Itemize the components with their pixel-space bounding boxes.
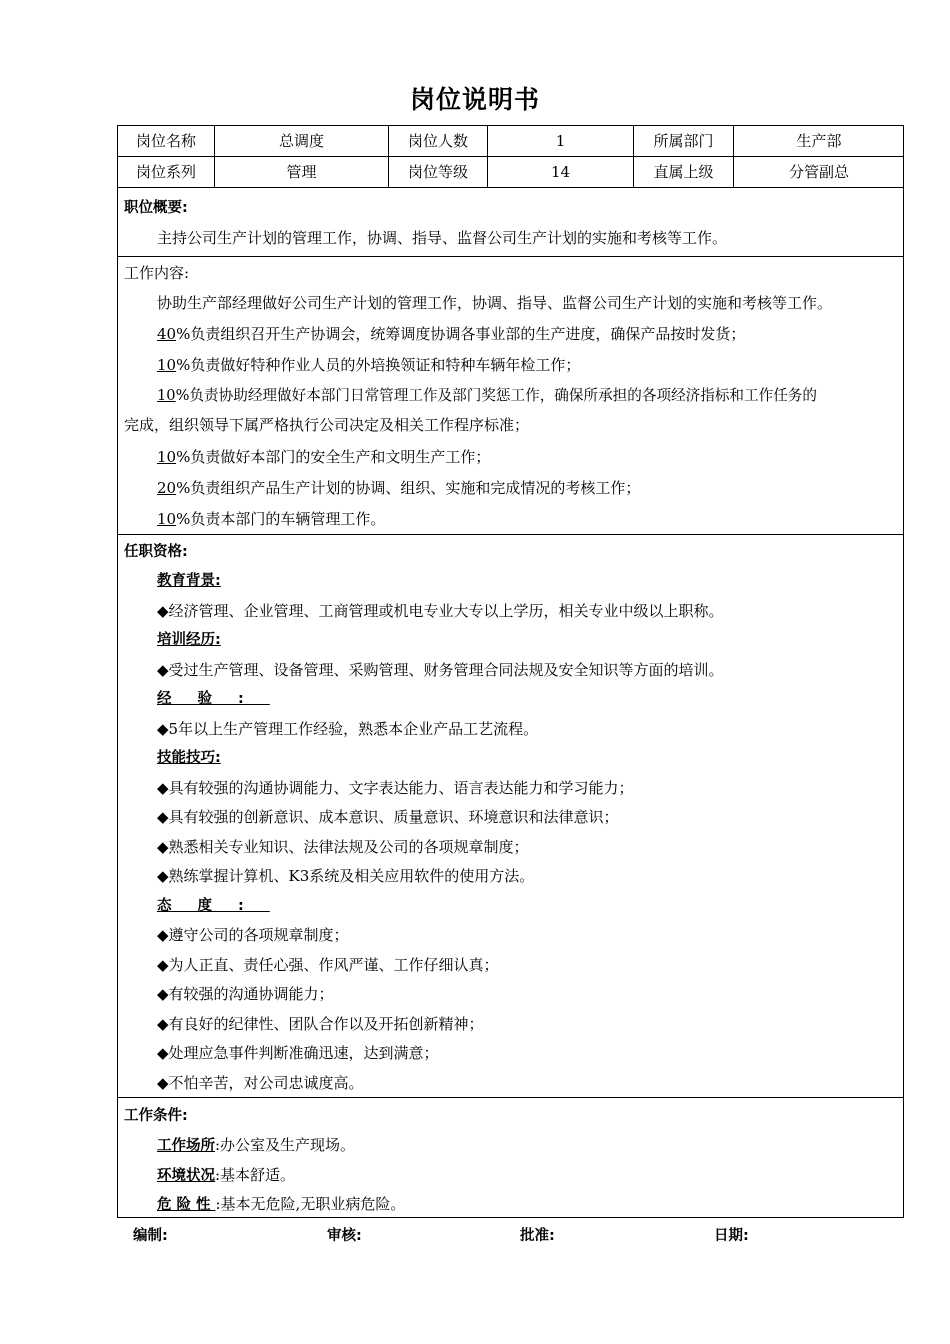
work-item-text: %负责做好本部门的安全生产和文明生产工作； [176, 448, 491, 466]
attitude-label: 态度: [157, 898, 270, 914]
risk-row [157, 1194, 405, 1215]
value-position-series: 管理 [286, 163, 317, 181]
attitude-item: ◆遵守公司的各项规章制度； [157, 926, 349, 944]
skill-item: ◆具有较强的沟通协调能力、文字表达能力、语言表达能力和学习能力； [157, 779, 634, 797]
percentage: 10 [157, 448, 177, 466]
environment-row [157, 1165, 295, 1186]
work-heading: 工作内容: [124, 264, 190, 282]
approved-by-label: 批准: [520, 1228, 555, 1244]
skills-label: 技能技巧: [157, 750, 221, 766]
work-item-text: %负责做好特种作业人员的外培换领证和特种车辆年检工作； [176, 356, 581, 374]
prepared-by-label: 编制: [133, 1228, 168, 1244]
attitude-item: ◆处理应急事件判断准确迅速，达到满意； [157, 1044, 439, 1062]
risk-value: :基本无危险,无职业病危险。 [215, 1195, 406, 1213]
qualification-heading: 任职资格: [124, 544, 188, 560]
work-item [157, 447, 490, 467]
value-headcount: 1 [555, 132, 566, 150]
value-position-level: 14 [550, 163, 571, 181]
work-item [157, 355, 580, 375]
experience-text: ◆5年以上生产管理工作经验，熟悉本企业产品工艺流程。 [157, 720, 539, 738]
education-label: 教育背景: [157, 573, 221, 589]
percentage: 10 [157, 387, 176, 404]
value-position-name: 总调度 [278, 132, 324, 150]
label-supervisor: 直属上级 [653, 163, 714, 181]
section-divider [117, 1097, 904, 1098]
label-position-series: 岗位系列 [135, 163, 196, 181]
attitude-item: ◆为人正直、责任心强、作风严谨、工作仔细认真； [157, 956, 499, 974]
work-item [157, 324, 745, 344]
work-item-continuation: 完成，组织领导下属严格执行公司决定及相关工作程序标准； [124, 416, 530, 434]
work-item-text: %负责协助经理做好本部门日常管理工作及部门奖惩工作，确保所承担的各项经济指标和工作任务的 [175, 387, 817, 404]
section-divider [117, 534, 904, 535]
training-label: 培训经历: [157, 632, 221, 648]
work-item-text: %负责组织召开生产协调会，统筹调度协调各事业部的生产进度，确保产品按时发货； [176, 325, 746, 343]
percentage: 40 [157, 325, 177, 343]
work-place-value: :办公室及生产现场。 [215, 1136, 356, 1154]
value-supervisor: 分管副总 [788, 163, 849, 181]
attitude-item: ◆有较强的沟通协调能力； [157, 985, 334, 1003]
date-label: 日期: [714, 1228, 749, 1244]
percentage: 10 [157, 356, 177, 374]
summary-text: 主持公司生产计划的管理工作，协调、指导、监督公司生产计划的实施和考核等工作。 [157, 229, 728, 247]
work-place-label: 工作场所 [157, 1138, 215, 1154]
section-divider [117, 256, 904, 257]
page-title: 岗位说明书 [409, 85, 540, 114]
conditions-heading: 工作条件: [124, 1108, 188, 1124]
label-department: 所属部门 [653, 132, 714, 150]
value-department: 生产部 [796, 132, 842, 150]
work-item [157, 509, 385, 529]
skill-item: ◆具有较强的创新意识、成本意识、质量意识、环境意识和法律意识； [157, 808, 619, 826]
work-item-text: %负责本部门的车辆管理工作。 [176, 510, 386, 528]
work-item-text: %负责组织产品生产计划的协调、组织、实施和完成情况的考核工作； [176, 479, 641, 497]
percentage: 20 [157, 479, 177, 497]
summary-heading: 职位概要: [124, 200, 188, 216]
label-headcount: 岗位人数 [407, 132, 468, 150]
attitude-item: ◆不怕辛苦，对公司忠诚度高。 [157, 1074, 364, 1092]
work-place-row [157, 1135, 355, 1156]
label-position-name: 岗位名称 [135, 132, 196, 150]
row-divider [117, 187, 904, 188]
work-item [157, 478, 640, 498]
training-text: ◆受过生产管理、设备管理、采购管理、财务管理合同法规及安全知识等方面的培训。 [157, 661, 724, 679]
skill-item: ◆熟练掌握计算机、K3系统及相关应用软件的使用方法。 [157, 867, 535, 885]
label-position-level: 岗位等级 [407, 163, 468, 181]
attitude-item: ◆有良好的纪律性、团队合作以及开拓创新精神； [157, 1015, 484, 1033]
environment-value: :基本舒适。 [215, 1166, 296, 1184]
work-item [157, 386, 817, 406]
work-intro: 协助生产部经理做好公司生产计划的管理工作，协调、指导、监督公司生产计划的实施和考核等工作。 [157, 294, 833, 312]
reviewed-by-label: 审核: [327, 1228, 362, 1244]
percentage: 10 [157, 510, 177, 528]
environment-label: 环境状况 [157, 1168, 215, 1184]
risk-label: 危险性 [157, 1197, 216, 1213]
experience-label: 经验: [157, 691, 270, 707]
education-text: ◆经济管理、企业管理、工商管理或机电专业大专以上学历，相关专业中级以上职称。 [157, 602, 724, 620]
skill-item: ◆熟悉相关专业知识、法律法规及公司的各项规章制度； [157, 838, 529, 856]
